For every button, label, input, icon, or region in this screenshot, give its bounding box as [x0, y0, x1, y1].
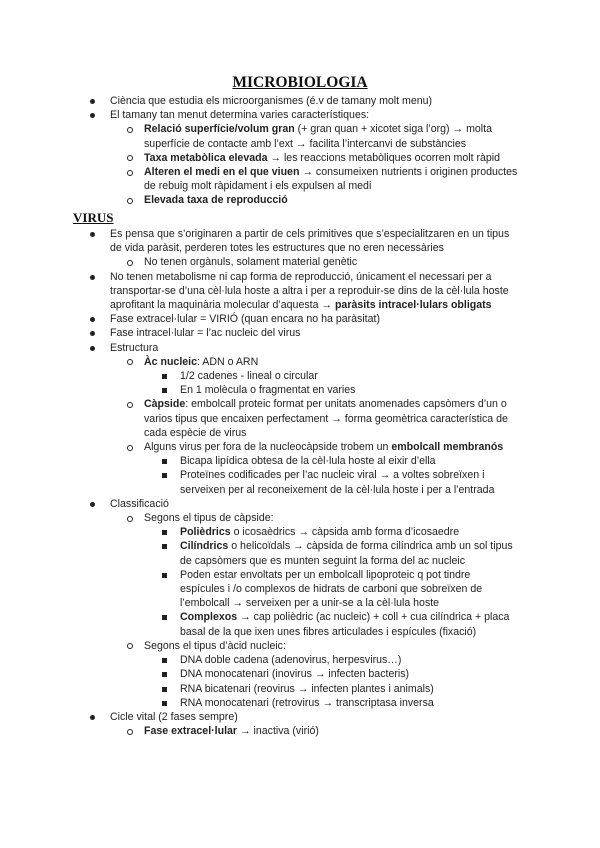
bullet-icon [162, 473, 167, 478]
list-item: DNA monocatenari (inovirus → infecten bacteris) [0, 667, 518, 681]
list-item: Polièdrics o icosaèdrics → càpsida amb forma d’icosaedre [0, 525, 518, 539]
list-item: Elevada taxa de reproducció [0, 193, 518, 207]
list-item: RNA monocatenari (retrovirus → transcriptasa inversa [0, 696, 518, 710]
list-item: Càpside: embolcall proteic format per unitats anomenades capsòmers d’un o varios tipus que encaixen perfectament → forma geomètrica característica de cada espècie de virus [0, 397, 518, 440]
bullet-icon [90, 275, 95, 280]
list-item: Cilíndrics o helicoïdals → càpsida de forma cilíndrica amb un sol tipus de capsòmers que es munten seguint la forma del ac nucleic [0, 539, 518, 567]
list-item: No tenen metabolisme ni cap forma de reproducció, únicament el necessari per a transportar-se d’una cèl·lula hoste a altra i per a reproduir-se dins de la cèl·lula hoste aprofitant la maquinària molecular d’aquesta → paràsits intracel·lulars obligats [0, 270, 518, 313]
bullet-icon [162, 530, 167, 535]
bullet-icon [127, 445, 133, 451]
list-item: Poden estar envoltats per un embolcall lipoproteic q pot tindre espícules i /o complexos de hidrats de carboni que sobreïxen de l’embolcall → serveixen per a unir-se a la cèl·lula hoste [0, 568, 518, 611]
list-item: El tamany tan menut determina varies característiques: [0, 108, 518, 122]
bullet-icon [90, 113, 95, 118]
list-item: Segons el tipus d’àcid nucleic: [0, 639, 518, 653]
bullet-icon [127, 643, 133, 649]
list-item: DNA doble cadena (adenovirus, herpesvirus…) [0, 653, 518, 667]
intro-list [0, 94, 600, 208]
list-item: En 1 molècula o fragmentat en varies [0, 383, 518, 397]
list-item: Bicapa lipídica obtesa de la cèl·lula hoste al eixir d’ella [0, 454, 518, 468]
bullet-icon [127, 198, 133, 204]
bullet-icon [162, 615, 167, 620]
bullet-icon [90, 715, 95, 720]
section-heading-virus: VIRUS [73, 210, 114, 225]
bullet-icon [162, 573, 167, 578]
virus-list [0, 227, 600, 738]
bullet-icon [90, 502, 95, 507]
list-item: RNA bicatenari (reovirus → infecten plantes i animals) [0, 682, 518, 696]
list-item: Complexos → cap polièdric (ac nucleic) + coll + cua cilíndrica + placa basal de la que ixen unes fibres articulades i espícules (fixació) [0, 610, 518, 638]
list-item: Segons el tipus de càpside: [0, 511, 518, 525]
list-item: 1/2 cadenes - lineal o circular [0, 369, 518, 383]
list-item: Relació superfície/volum gran (+ gran quan + xicotet siga l’org) → molta superfície de contacte amb l’ext → facilita l’intercanvi de substàncies [0, 122, 518, 150]
list-item: Fase intracel·lular = l’ac nucleic del virus [0, 326, 518, 340]
bullet-icon [162, 658, 167, 663]
bullet-icon [90, 317, 95, 322]
list-item: Ciència que estudia els microorganismes (é.v de tamany molt menu) [0, 94, 518, 108]
list-item: Cicle vital (2 fases sempre) [0, 710, 518, 724]
bullet-icon [90, 331, 95, 336]
bullet-icon [90, 346, 95, 351]
bullet-icon [90, 99, 95, 104]
list-item: No tenen orgànuls, solament material genètic [0, 255, 518, 269]
list-item: Alteren el medi en el que viuen → consumeixen nutrients i originen productes de rebuig molt ràpidament i els expulsen al medi [0, 165, 518, 193]
bullet-icon [162, 672, 167, 677]
bullet-icon [162, 374, 167, 379]
bullet-icon [127, 127, 133, 133]
list-item: Estructura [0, 341, 518, 355]
list-item: Fase extracel·lular → inactiva (virió) [0, 724, 518, 738]
bullet-icon [162, 544, 167, 549]
bullet-icon [162, 701, 167, 706]
bullet-icon [127, 729, 133, 735]
list-item: Taxa metabòlica elevada → les reaccions metabòliques ocorren molt ràpid [0, 151, 518, 165]
bullet-icon [162, 459, 167, 464]
list-item: Classificació [0, 497, 518, 511]
bullet-icon [127, 516, 133, 522]
list-item: Àc nucleic: ADN o ARN [0, 355, 518, 369]
bullet-icon [127, 155, 133, 161]
list-item: Es pensa que s’originaren a partir de cels primitives que s’especialitzaren en un tipus de vida paràsit, perderen totes les estructures que no eren necessàries [0, 227, 518, 255]
document-title: MICROBIOLOGIA [232, 74, 368, 91]
list-item: Fase extracel·lular = VIRIÓ (quan encara no ha paràsitat) [0, 312, 518, 326]
bullet-icon [127, 359, 133, 365]
bullet-icon [127, 260, 133, 266]
list-item: Alguns virus per fora de la nucleocàpside trobem un embolcall membranós [0, 440, 518, 454]
bullet-icon [90, 232, 95, 237]
bullet-icon [162, 388, 167, 393]
bullet-icon [162, 687, 167, 692]
list-item: Proteïnes codificades per l’ac nucleic viral → a voltes sobreïxen i serveixen per al reconeixement de la cèl·lula hoste i per a l’entrada [0, 468, 518, 496]
bullet-icon [127, 170, 133, 176]
bullet-icon [127, 402, 133, 408]
